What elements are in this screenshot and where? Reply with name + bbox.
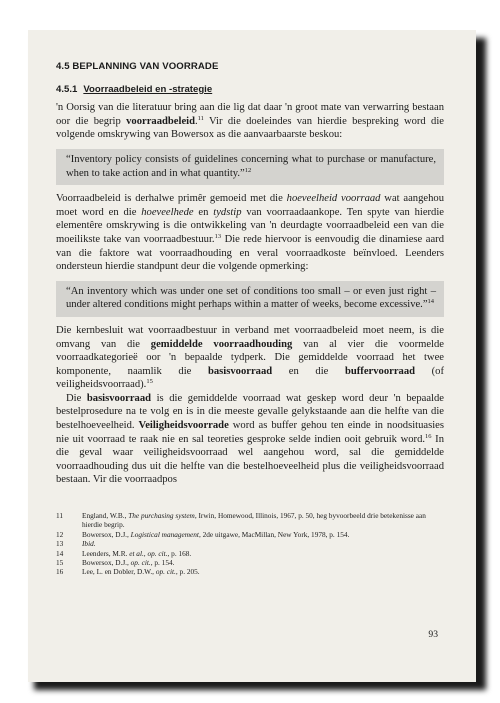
text-run: Die kernbesluit wat voorraadbestuur in verband met voorraadbeleid moet neem, is die omvang van die: [56, 324, 444, 350]
text-run: word as buffer gehou ten einde in noodsituasies nie uit voorraad te raak nie en sal teoreties gesproke selde indien ooit gebruik word.: [56, 420, 445, 445]
bold-term: basisvoorraad: [207, 365, 273, 377]
footnote: [56, 558, 444, 567]
quote-block: [56, 149, 444, 185]
text-run: 'n Oorsig van die literatuur bring aan die lig dat daar 'n groot mate van verwarring bestaan oor die begrip: [56, 102, 444, 127]
text-run: Voorraadbeleid is derhalwe primêr gemoeid met die: [56, 193, 287, 205]
footnote-ref: 13: [214, 232, 222, 240]
text-run: In die geval waar veiligheidsvoorraad wel aangehou word, sal die gemiddelde voorraadhouding dus uit die helfte van die bestelhoeveelheid plus die veiligheidsvoorraad bestaan. Vir die voorraadpos: [56, 433, 444, 486]
paragraph-intro: [56, 101, 444, 142]
footnote-number: 16: [56, 567, 64, 577]
quote-text: “Inventory policy consists of guidelines concerning what to purchase or manufacture, when to take action and in what quantity.”: [66, 153, 436, 179]
text-run: , 2de uitgawe, MacMillan, New York, 1978, p. 154.: [198, 529, 350, 539]
text-run: van al vier die voormelde voorraadkategorieë oor 'n bepaalde tydperk. Die gemiddelde voorraad het twee komponente, naamlik die: [56, 338, 444, 377]
subsection-heading: [56, 83, 444, 97]
footnote: [56, 549, 444, 558]
text-run: Bowersox, D.J.,: [82, 558, 131, 568]
document-page: [28, 30, 476, 682]
page-number: 93: [428, 629, 438, 640]
paragraph-policy: [56, 192, 444, 274]
footnote-ref: 12: [244, 166, 252, 174]
text-run: , Irwin, Homewood, Illinois, 1967, p. 50, heg byvoorbeeld drie betekenisse aan hierdie begrip.: [82, 511, 426, 530]
text-run: wat aangehou moet word en die: [56, 193, 444, 218]
text-run: Die: [66, 392, 87, 404]
paragraph-core-decision: [56, 324, 444, 392]
bold-term: Veiligheidsvoorrade: [138, 420, 229, 432]
footnote-ref: 14: [427, 298, 435, 306]
italic-term: The purchasing system: [128, 511, 195, 521]
text-run: (of veiligheidsvoorraad).: [56, 365, 444, 391]
subsection-title: Voorraadbeleid en -strategie: [83, 83, 213, 95]
quote-block: [56, 281, 444, 317]
footnote-number: 15: [56, 558, 64, 568]
text-run: Vir die doeleindes van hierdie bespreking word die volgende omskrywing van Bowersox as die aanvaarbaarste beskou:: [56, 115, 444, 141]
text-run: en: [193, 206, 214, 218]
italic-term: tydstip: [213, 206, 242, 218]
bold-term: buffervoorraad: [344, 365, 416, 377]
italic-term: Ibid.: [82, 539, 96, 549]
footnote-number: 11: [56, 511, 64, 521]
text-run: en die: [272, 365, 345, 377]
text-run: , p. 168.: [167, 548, 192, 558]
footnote-number: 12: [56, 529, 64, 539]
section-heading: [56, 60, 444, 74]
subsection-number: 4.5.1: [56, 83, 78, 95]
text-run: Die rede hiervoor is eenvoudig die dinamiese aard van die faktore wat voorraadhouding en veral voorraadkoste beïnvloed. Leenders ondersteun hierdie standpunt deur die volgende opmerking:: [56, 233, 445, 273]
italic-term: Logistical management: [130, 529, 199, 539]
footnote-number: 13: [56, 539, 64, 549]
paragraph-base-stock: [56, 392, 444, 487]
footnote: [56, 530, 444, 539]
footnote: [56, 539, 444, 548]
text-run: Lee, L. en Dobler, D.W.,: [82, 567, 156, 577]
italic-term: hoeveelheid voorraad: [286, 193, 381, 205]
text-run: Leenders, M.R.: [82, 548, 130, 558]
section-title: BEPLANNING VAN VOORRADE: [72, 61, 219, 72]
footnote-ref: 16: [425, 432, 432, 440]
italic-term: hoeveelhede: [141, 206, 194, 218]
italic-term: op. cit.: [155, 567, 176, 577]
text-run: Bowersox, D.J.,: [82, 529, 131, 539]
footnotes: [56, 511, 444, 577]
footnote: [56, 567, 444, 576]
bold-term: voorraadbeleid: [126, 115, 195, 127]
footnote-ref: 15: [146, 378, 153, 386]
bold-term: gemiddelde voorraadhouding: [150, 338, 293, 350]
footnote-number: 14: [56, 548, 64, 558]
footnote: [56, 511, 444, 530]
footnote-ref: 11: [197, 114, 204, 122]
text-run: , p. 205.: [175, 567, 200, 577]
text-run: England, W.B.,: [82, 511, 129, 521]
quote-text: “An inventory which was under one set of conditions too small – or even just right – under altered conditions might perhaps within a matter of weeks, become excessive.”: [66, 285, 436, 311]
italic-term: et al., op. cit.: [129, 548, 168, 558]
text-run: is die gemiddelde voorraad wat geskep word deur 'n bepaalde bestelprosedure na te volg en is in die meeste gevalle gelykstaande aan die helfte van die bestelhoeveelheid.: [56, 392, 444, 432]
text-run: van voorraadaankope. Ten spyte van hierdie elementêre omskrywing is die ontwikkeling van 'n deurdagte voorraadbeleid een van die moeilikste take van voorraadbestuur.: [56, 206, 444, 245]
bold-term: basisvoorraad: [86, 392, 152, 404]
text-run: .: [194, 115, 198, 127]
italic-term: op. cit.: [130, 558, 151, 568]
section-number: 4.5: [56, 61, 70, 72]
text-run: , p. 154.: [150, 558, 175, 568]
